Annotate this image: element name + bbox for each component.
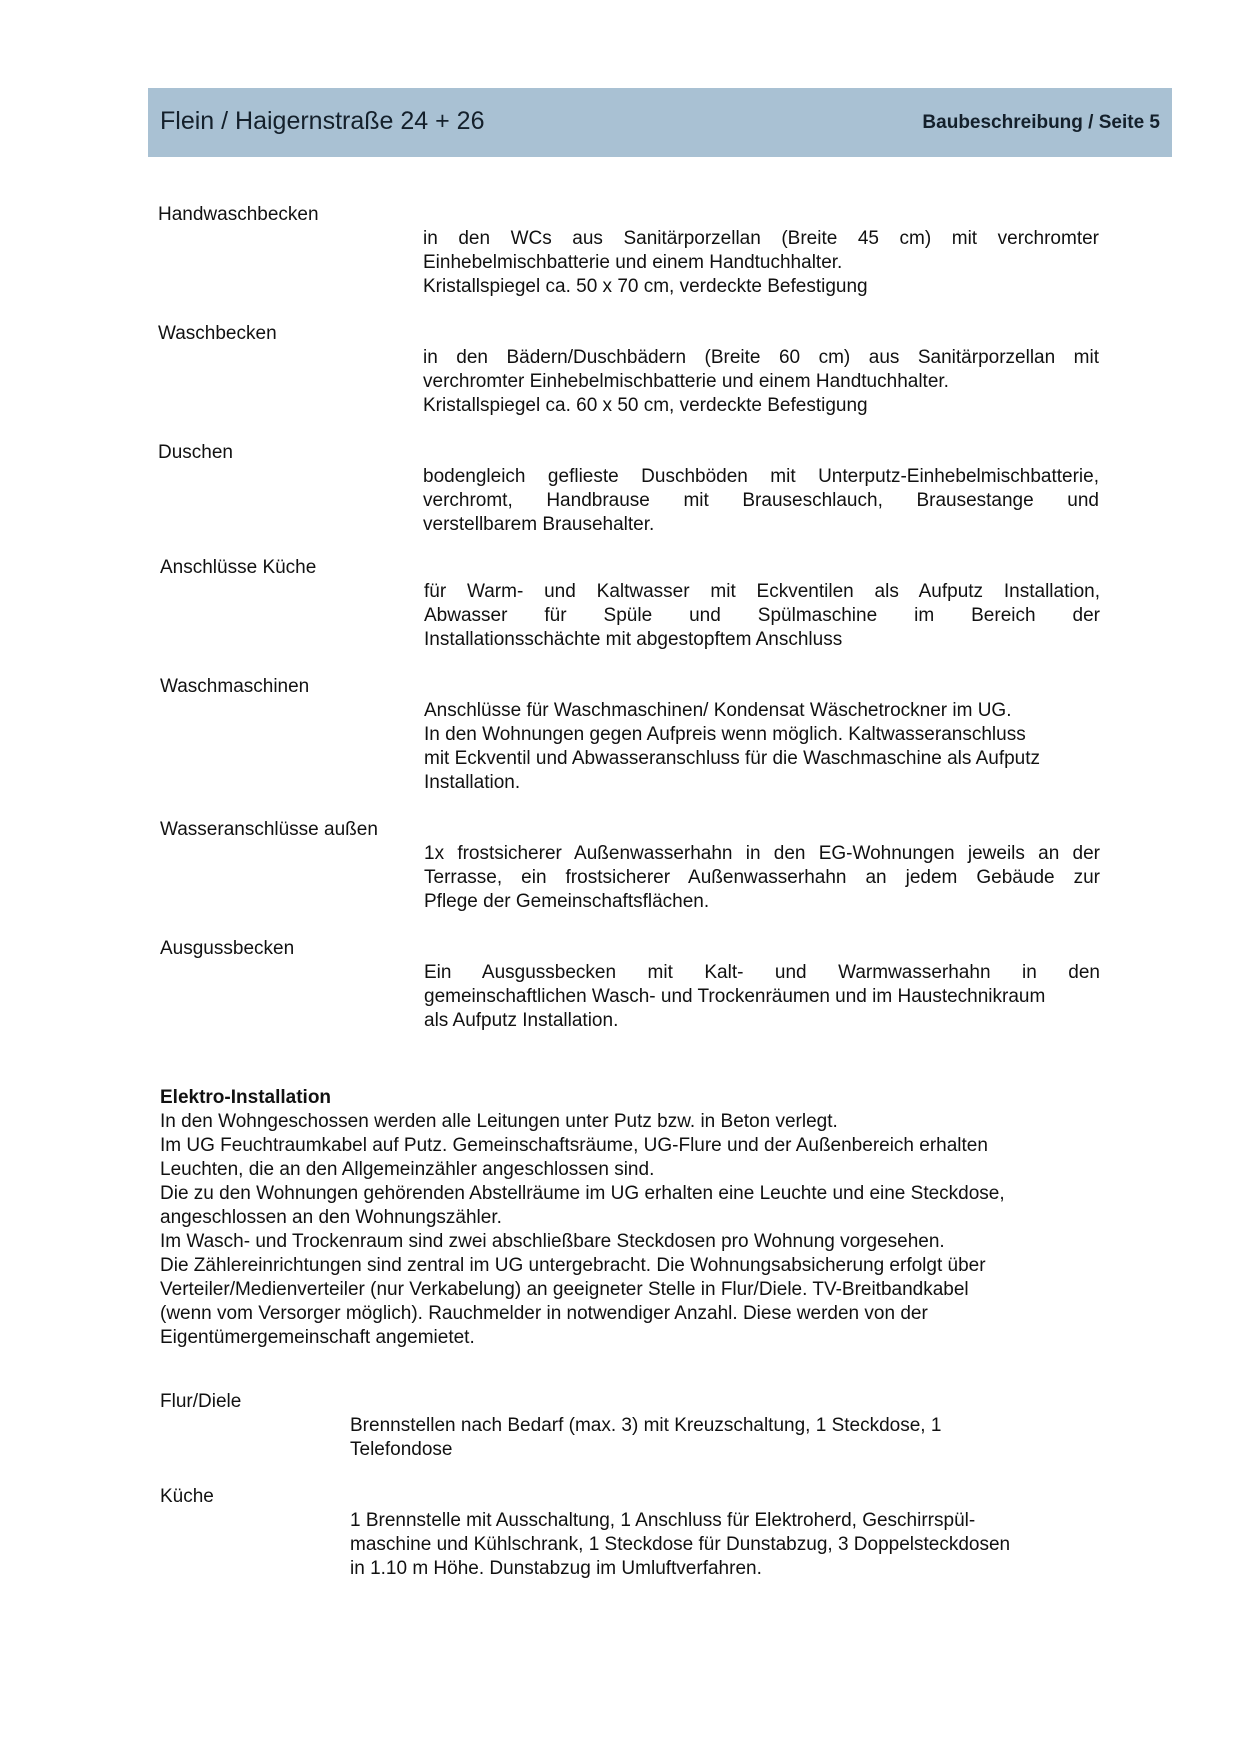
text-line: Ein Ausgussbecken mit Kalt- und Warmwasserhahn in den bbox=[424, 962, 1100, 983]
document-title: Flein / Haigernstraße 24 + 26 bbox=[160, 107, 485, 135]
text-line: Installationsschächte mit abgestopftem Anschluss bbox=[424, 629, 843, 650]
text-line: Anschlüsse für Waschmaschinen/ Kondensat Wäschetrockner im UG. bbox=[424, 700, 1012, 721]
section-label-duschen: Duschen bbox=[158, 442, 233, 463]
text-line: Die zu den Wohnungen gehörenden Abstellräume im UG erhalten eine Leuchte und eine Steckdose, bbox=[160, 1183, 1005, 1204]
section-label-waschmaschinen: Waschmaschinen bbox=[160, 676, 310, 697]
text-line: maschine und Kühlschrank, 1 Steckdose für Dunstabzug, 3 Doppelsteckdosen bbox=[350, 1534, 1011, 1555]
text-line: Abwasser für Spüle und Spülmaschine im Bereich der bbox=[424, 605, 1100, 626]
text-line: Kristallspiegel ca. 60 x 50 cm, verdeckte Befestigung bbox=[423, 395, 868, 416]
text-line: In den Wohnungen gegen Aufpreis wenn möglich. Kaltwasseranschluss bbox=[424, 724, 1026, 745]
text-line: Eigentümergemeinschaft angemietet. bbox=[160, 1327, 475, 1348]
text-line: Brennstellen nach Bedarf (max. 3) mit Kreuzschaltung, 1 Steckdose, 1 bbox=[350, 1415, 942, 1436]
room-label-flur-diele: Flur/Diele bbox=[160, 1391, 242, 1412]
text-line: verchromter Einhebelmischbatterie und einem Handtuchhalter. bbox=[423, 371, 949, 392]
text-line: verchromt, Handbrause mit Brauseschlauch, Brausestange und bbox=[423, 490, 1099, 511]
text-line: in den Bädern/Duschbädern (Breite 60 cm) aus Sanitärporzellan mit bbox=[423, 347, 1099, 368]
section-text-waschbecken bbox=[423, 346, 1099, 418]
page-header bbox=[148, 88, 1172, 157]
section-heading-elektro: Elektro-Installation bbox=[160, 1087, 332, 1108]
text-line: (wenn vom Versorger möglich). Rauchmelder in notwendiger Anzahl. Diese werden von der bbox=[160, 1303, 928, 1324]
page-indicator: Baubeschreibung / Seite 5 bbox=[922, 112, 1160, 133]
text-line: Installation. bbox=[424, 772, 521, 793]
section-label-anschluesse-kueche: Anschlüsse Küche bbox=[160, 557, 317, 578]
room-label-kueche: Küche bbox=[160, 1486, 214, 1507]
section-label-wasseranschluesse-aussen: Wasseranschlüsse außen bbox=[160, 819, 378, 840]
text-line: 1 Brennstelle mit Ausschaltung, 1 Anschluss für Elektroherd, Geschirrspül- bbox=[350, 1510, 976, 1531]
text-line: Pflege der Gemeinschaftsflächen. bbox=[424, 891, 710, 912]
text-line: für Warm- und Kaltwasser mit Eckventilen als Aufputz Installation, bbox=[424, 581, 1100, 602]
text-line: in den WCs aus Sanitärporzellan (Breite 45 cm) mit verchromter bbox=[423, 228, 1099, 249]
section-label-ausgussbecken: Ausgussbecken bbox=[160, 938, 295, 959]
text-line: Leuchten, die an den Allgemeinzähler angeschlossen sind. bbox=[160, 1159, 655, 1180]
text-line: Im UG Feuchtraumkabel auf Putz. Gemeinschaftsräume, UG-Flure und der Außenbereich erhalten bbox=[160, 1135, 988, 1156]
section-text-waschmaschinen bbox=[424, 699, 1100, 795]
text-line: Verteiler/Medienverteiler (nur Verkabelung) an geeigneter Stelle in Flur/Diele. TV-Breitbandkabel bbox=[160, 1279, 969, 1300]
section-text-duschen bbox=[423, 465, 1099, 537]
section-label-handwaschbecken: Handwaschbecken bbox=[158, 204, 319, 225]
section-text-wasseranschluesse-aussen bbox=[424, 842, 1100, 914]
room-text-flur-diele bbox=[350, 1414, 1090, 1462]
text-line: gemeinschaftlichen Wasch- und Trockenräumen und im Haustechnikraum bbox=[424, 986, 1046, 1007]
text-line: Telefondose bbox=[350, 1439, 453, 1460]
text-line: Terrasse, ein frostsicherer Außenwasserhahn an jedem Gebäude zur bbox=[424, 867, 1100, 888]
section-text-anschluesse-kueche bbox=[424, 580, 1100, 652]
elektro-section bbox=[160, 1086, 1100, 1350]
text-line: in 1.10 m Höhe. Dunstabzug im Umluftverfahren. bbox=[350, 1558, 762, 1579]
section-label-waschbecken: Waschbecken bbox=[158, 323, 277, 344]
text-line: angeschlossen an den Wohnungszähler. bbox=[160, 1207, 502, 1228]
text-line: Kristallspiegel ca. 50 x 70 cm, verdeckte Befestigung bbox=[423, 276, 868, 297]
text-line: In den Wohngeschossen werden alle Leitungen unter Putz bzw. in Beton verlegt. bbox=[160, 1111, 838, 1132]
text-line: als Aufputz Installation. bbox=[424, 1010, 619, 1031]
text-line: mit Eckventil und Abwasseranschluss für die Waschmaschine als Aufputz bbox=[424, 748, 1041, 769]
text-line: 1x frostsicherer Außenwasserhahn in den EG-Wohnungen jeweils an der bbox=[424, 843, 1100, 864]
section-text-ausgussbecken bbox=[424, 961, 1100, 1033]
text-line: Die Zählereinrichtungen sind zentral im UG untergebracht. Die Wohnungsabsicherung erfolgt über bbox=[160, 1255, 986, 1276]
room-text-kueche bbox=[350, 1509, 1090, 1581]
text-line: Im Wasch- und Trockenraum sind zwei abschließbare Steckdosen pro Wohnung vorgesehen. bbox=[160, 1231, 945, 1252]
text-line: Einhebelmischbatterie und einem Handtuchhalter. bbox=[423, 252, 843, 273]
text-line: bodengleich geflieste Duschböden mit Unterputz-Einhebelmischbatterie, bbox=[423, 466, 1099, 487]
section-text-handwaschbecken bbox=[423, 227, 1099, 299]
text-line: verstellbarem Brausehalter. bbox=[423, 514, 655, 535]
